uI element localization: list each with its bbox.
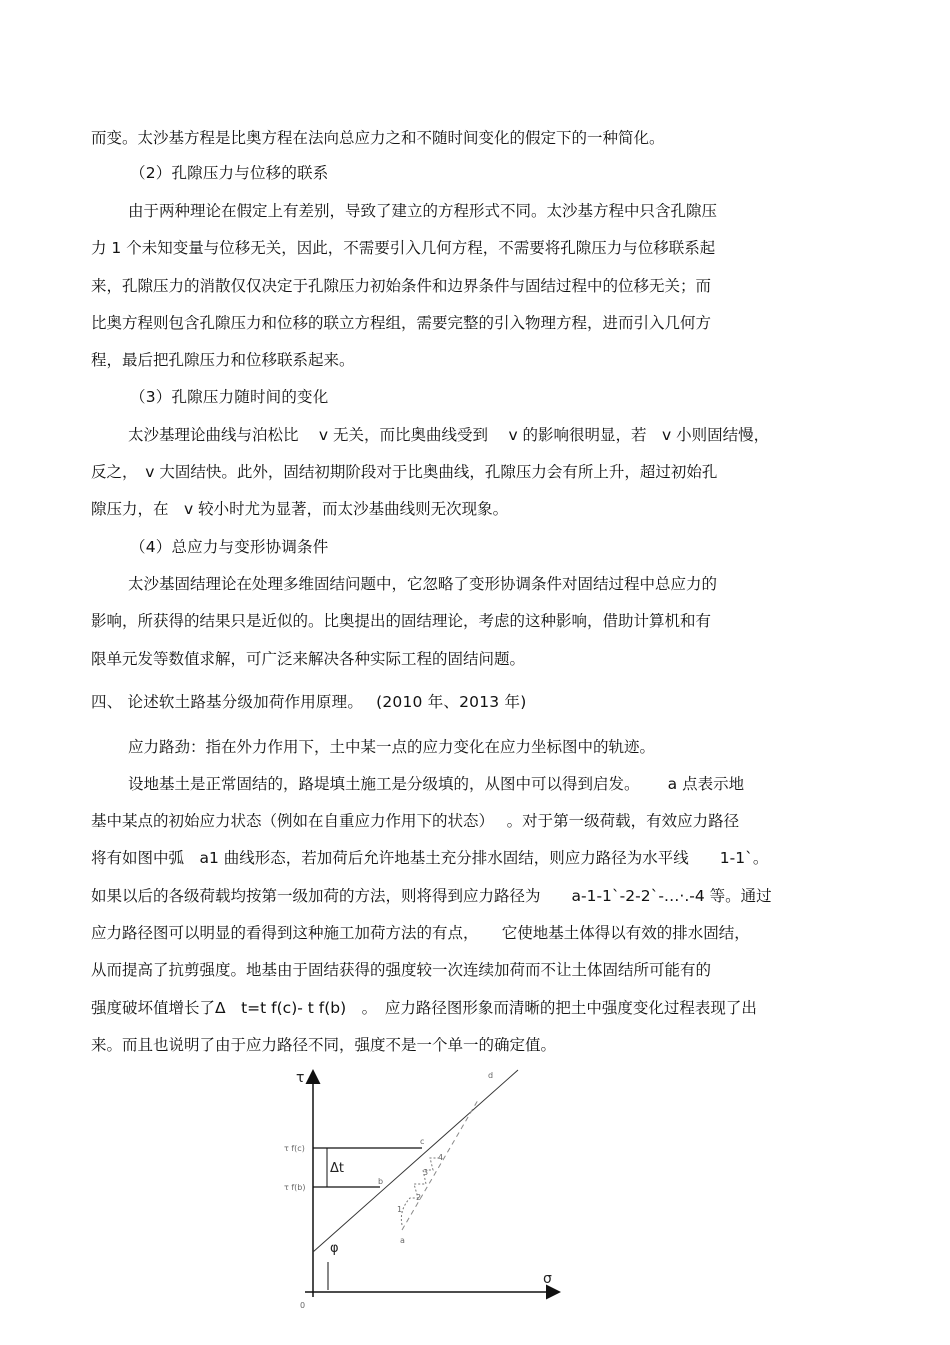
tau-fb-label: τ f(b): [284, 1183, 306, 1192]
section-heading: （2）孔隙压力与位移的联系: [130, 164, 329, 182]
point-c-label: c: [420, 1137, 425, 1146]
text-line: 应力路劲：指在外力作用下，土中某一点的应力变化在应力坐标图中的轨迹。: [128, 738, 656, 756]
text-line: 设地基土是正常固结的，路堤填土施工是分级填的，从图中可以得到启发。 a 点表示地: [128, 775, 745, 793]
path-label-1: 1: [397, 1205, 403, 1214]
path-label-3: 3: [423, 1168, 429, 1177]
sigma-axis-label: σ: [543, 1271, 552, 1287]
dashed-path-line: [402, 1100, 478, 1230]
text-line: 比奥方程则包含孔隙压力和位移的联立方程组，需要完整的引入物理方程，进而引入几何方: [91, 314, 712, 332]
text-line: 从而提高了抗剪强度。地基由于固结获得的强度较一次连续加荷而不让土体固结所可能有的: [91, 961, 712, 979]
text-line: 隙压力，在 v 较小时尤为显著，而太沙基曲线则无次现象。: [91, 500, 509, 518]
path-label-2: 2: [416, 1193, 422, 1202]
text-line: 如果以后的各级荷载均按第一级加荷的方法，则将得到应力路径为 a-1-1`-2-2`-…·.-4 等。通过: [91, 887, 772, 905]
text-line: 将有如图中弧 a1 曲线形态，若加荷后允许地基土充分排水固结，则应力路径为水平线 1-1`。: [91, 849, 769, 867]
origin-label: 0: [300, 1301, 306, 1310]
section-heading: （4）总应力与变形协调条件: [130, 538, 329, 556]
text-line: 应力路径图可以明显的看得到这种施工加荷方法的有点， 它使地基土体得以有效的排水固结，: [91, 924, 750, 942]
text-line: 太沙基固结理论在处理多维固结问题中，它忽略了变形协调条件对固结过程中总应力的: [128, 575, 718, 593]
text-line: 力 1 个未知变量与位移无关，因此，不需要引入几何方程，不需要将孔隙压力与位移联系起: [91, 239, 716, 257]
text-line: 限单元发等数值求解，可广泛来解决各种实际工程的固结问题。: [91, 650, 526, 668]
point-a-label: a: [400, 1236, 405, 1245]
path-label-4: 4: [438, 1153, 444, 1162]
text-line: 而变。太沙基方程是比奥方程在法向总应力之和不随时间变化的假定下的一种简化。: [91, 129, 665, 147]
point-b-label: b: [378, 1177, 384, 1186]
delta-t-label: Δt: [330, 1161, 344, 1176]
text-line: 太沙基理论曲线与泊松比 v 无关，而比奥曲线受到 v 的影响很明显，若 v 小则固结慢，: [128, 426, 770, 444]
text-line: 基中某点的初始应力状态（例如在自重应力作用下的状态） 。对于第一级荷载，有效应力路径: [91, 812, 740, 830]
section-heading: （3）孔隙压力随时间的变化: [130, 388, 329, 406]
point-d-label: d: [488, 1071, 494, 1080]
tau-axis-label: τ: [296, 1070, 305, 1086]
text-line: 程，最后把孔隙压力和位移联系起来。: [91, 351, 355, 369]
text-line: 影响，所获得的结果只是近似的。比奥提出的固结理论，考虑的这种影响，借助计算机和有: [91, 612, 712, 630]
text-line: 反之， v 大固结快。此外，固结初期阶段对于比奥曲线，孔隙压力会有所上升，超过初始孔: [91, 463, 718, 481]
phi-label: φ: [330, 1241, 339, 1256]
text-line: 由于两种理论在假定上有差别，导致了建立的方程形式不同。太沙基方程中只含孔隙压: [128, 202, 718, 220]
text-line: 来。而且也说明了由于应力路径不同，强度不是一个单一的确定值。: [91, 1036, 557, 1054]
text-line: 强度破坏值增长了Δ t=t f(c)- t f(b) 。 应力路径图形象而清晰的把土中强度变化过程表现了出: [91, 999, 757, 1017]
tau-fc-label: τ f(c): [284, 1144, 305, 1153]
text-line: 来，孔隙压力的消散仅仅决定于孔隙压力初始条件和边界条件与固结过程中的位移无关；而: [91, 277, 712, 295]
section-heading: 四、 论述软土路基分级加荷作用原理。 (2010 年、2013 年): [91, 693, 527, 711]
